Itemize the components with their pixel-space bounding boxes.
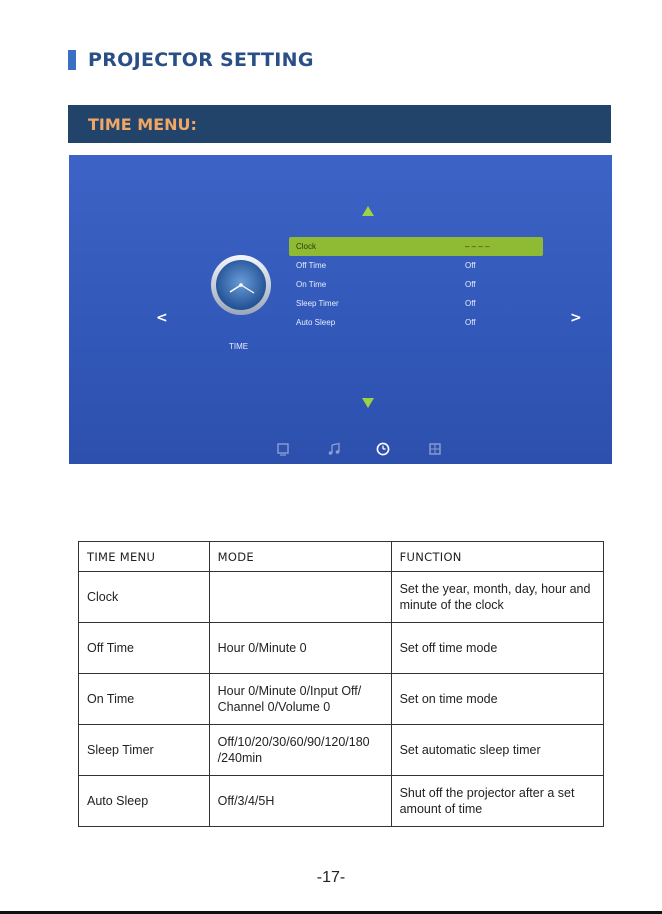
menu-item-label: On Time — [296, 280, 327, 289]
heading-accent-bar — [68, 50, 76, 70]
function-cell: Set the year, month, day, hour and minute of the clock — [391, 572, 603, 623]
page-title: PROJECTOR SETTING — [88, 49, 314, 71]
menu-item-auto-sleep[interactable] — [289, 313, 543, 332]
table-row — [79, 674, 604, 725]
column-header: MODE — [209, 542, 391, 572]
table-header-row — [79, 542, 604, 572]
menu-item-label: Auto Sleep — [296, 318, 336, 327]
menu-cell: Clock — [79, 572, 210, 623]
menu-item-value: Off — [465, 318, 476, 327]
menu-cell: Sleep Timer — [79, 725, 210, 776]
menu-item-on-time[interactable] — [289, 275, 543, 294]
app-icon[interactable] — [428, 442, 442, 456]
time-icon-label: TIME — [229, 342, 249, 351]
menu-item-value: Off — [465, 299, 476, 308]
menu-cell: Off Time — [79, 623, 210, 674]
projector-screenshot — [69, 155, 612, 464]
menu-item-sleep-timer[interactable] — [289, 294, 543, 313]
mode-cell: Hour 0/Minute 0 — [209, 623, 391, 674]
function-cell: Set automatic sleep timer — [391, 725, 603, 776]
section-heading — [68, 48, 314, 72]
menu-item-value: Off — [465, 280, 476, 289]
menu-cell: On Time — [79, 674, 210, 725]
bottom-icon-bar — [69, 442, 612, 458]
menu-cell: Auto Sleep — [79, 776, 210, 827]
time-menu-list — [289, 237, 543, 332]
function-cell: Set off time mode — [391, 623, 603, 674]
page-number: -17- — [316, 869, 346, 886]
menu-item-label: Off Time — [296, 261, 327, 270]
menu-item-value: Off — [465, 261, 476, 270]
column-header: FUNCTION — [391, 542, 603, 572]
function-cell: Set on time mode — [391, 674, 603, 725]
table-row — [79, 776, 604, 827]
menu-item-clock[interactable] — [289, 237, 543, 256]
clock-icon[interactable] — [376, 442, 390, 456]
banner-title: TIME MENU: — [88, 115, 197, 134]
table-row — [79, 572, 604, 623]
arrow-down-icon — [362, 398, 374, 408]
music-icon[interactable] — [327, 442, 341, 456]
chevron-left-icon: < — [156, 310, 168, 326]
time-menu-table — [78, 541, 604, 827]
table-row — [79, 725, 604, 776]
column-header: TIME MENU — [79, 542, 210, 572]
menu-item-off-time[interactable] — [289, 256, 543, 275]
menu-item-value: – – – – — [465, 242, 490, 251]
menu-item-label: Clock — [296, 242, 317, 251]
menu-banner — [68, 105, 611, 143]
mode-cell: Hour 0/Minute 0/Input Off/ Channel 0/Volume 0 — [209, 674, 391, 725]
mode-cell — [209, 572, 391, 623]
mode-cell: Off/3/4/5H — [209, 776, 391, 827]
chevron-right-icon: > — [570, 310, 582, 326]
arrow-up-icon — [362, 206, 374, 216]
function-cell: Shut off the projector after a set amount of time — [391, 776, 603, 827]
menu-item-label: Sleep Timer — [296, 299, 339, 308]
picture-icon[interactable] — [276, 442, 290, 456]
table-row — [79, 623, 604, 674]
clock-icon — [210, 254, 272, 316]
mode-cell: Off/10/20/30/60/90/120/180 /240min — [209, 725, 391, 776]
